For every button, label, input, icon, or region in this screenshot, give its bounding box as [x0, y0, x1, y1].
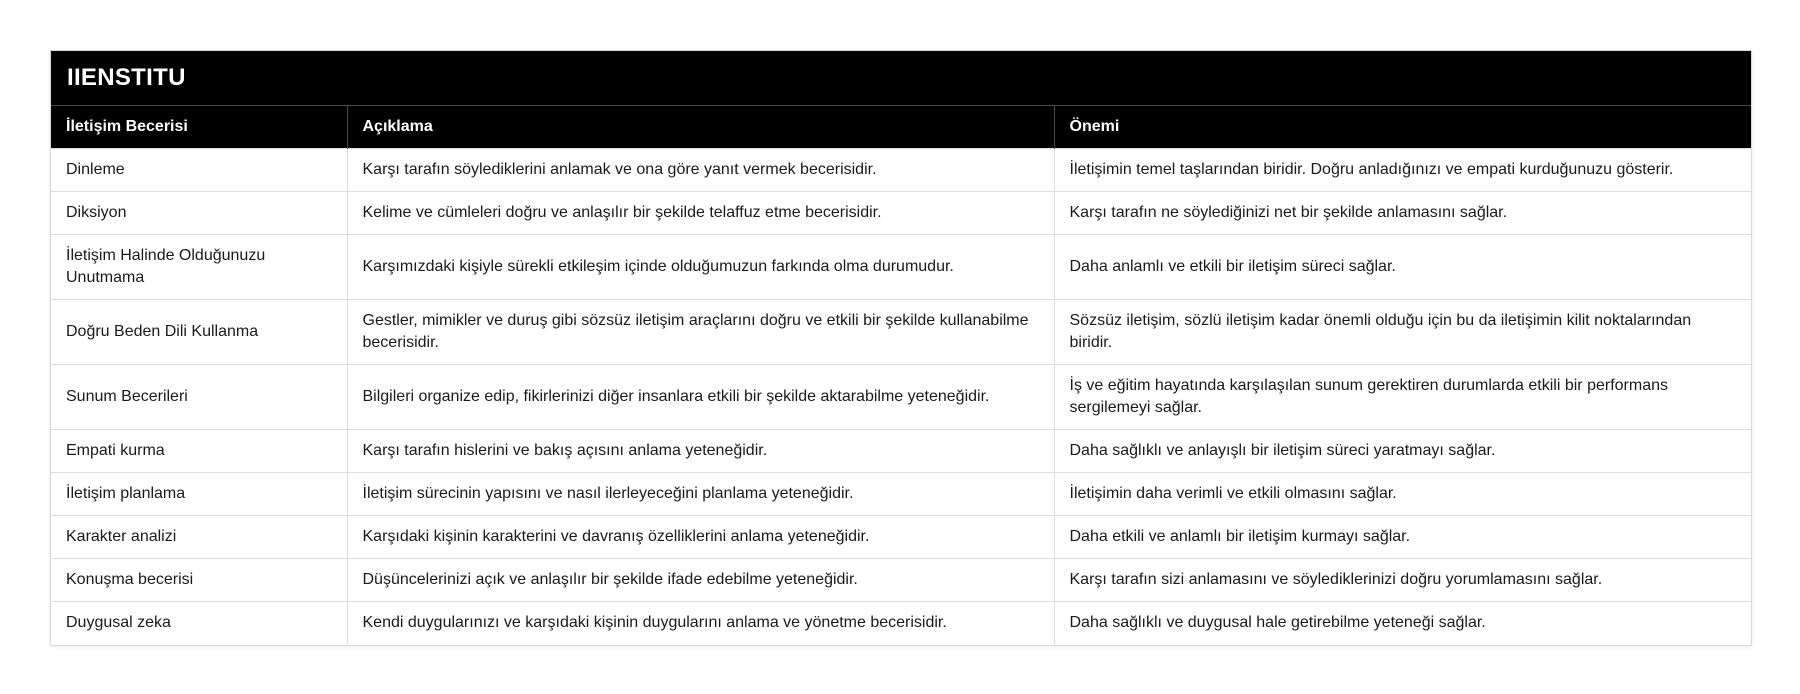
- cell-skill: İletişim planlama: [51, 473, 347, 516]
- skills-table-card: [50, 50, 1752, 646]
- cell-description: Kendi duygularınızı ve karşıdaki kişinin duygularını anlama ve yönetme becerisidir.: [347, 602, 1054, 645]
- header-row: [51, 106, 1751, 149]
- cell-importance: Daha etkili ve anlamlı bir iletişim kurmayı sağlar.: [1054, 516, 1751, 559]
- table-row: [51, 559, 1751, 602]
- column-header-description: Açıklama: [347, 106, 1054, 149]
- table-row: [51, 473, 1751, 516]
- cell-description: İletişim sürecinin yapısını ve nasıl ilerleyeceğini planlama yeteneğidir.: [347, 473, 1054, 516]
- column-header-importance: Önemi: [1054, 106, 1751, 149]
- cell-description: Karşımızdaki kişiyle sürekli etkileşim içinde olduğumuzun farkında olma durumudur.: [347, 235, 1054, 300]
- cell-skill: Duygusal zeka: [51, 602, 347, 645]
- skills-table: [51, 105, 1751, 645]
- table-row: [51, 149, 1751, 192]
- cell-importance: Daha sağlıklı ve anlayışlı bir iletişim süreci yaratmayı sağlar.: [1054, 430, 1751, 473]
- cell-importance: Karşı tarafın sizi anlamasını ve söylediklerinizi doğru yorumlamasını sağlar.: [1054, 559, 1751, 602]
- cell-skill: Dinleme: [51, 149, 347, 192]
- cell-description: Karşı tarafın söylediklerini anlamak ve ona göre yanıt vermek becerisidir.: [347, 149, 1054, 192]
- cell-importance: Karşı tarafın ne söylediğinizi net bir şekilde anlamasını sağlar.: [1054, 192, 1751, 235]
- table-row: [51, 430, 1751, 473]
- cell-importance: Daha sağlıklı ve duygusal hale getirebilme yeteneği sağlar.: [1054, 602, 1751, 645]
- cell-skill: Diksiyon: [51, 192, 347, 235]
- cell-description: Gestler, mimikler ve duruş gibi sözsüz iletişim araçlarını doğru ve etkili bir şekilde kullanabilme becerisidir.: [347, 300, 1054, 365]
- cell-skill: Doğru Beden Dili Kullanma: [51, 300, 347, 365]
- cell-skill: Empati kurma: [51, 430, 347, 473]
- cell-description: Karşı tarafın hislerini ve bakış açısını anlama yeteneğidir.: [347, 430, 1054, 473]
- table-row: [51, 602, 1751, 645]
- cell-description: Karşıdaki kişinin karakterini ve davranış özelliklerini anlama yeteneğidir.: [347, 516, 1054, 559]
- cell-skill: Karakter analizi: [51, 516, 347, 559]
- table-row: [51, 300, 1751, 365]
- table-row: [51, 192, 1751, 235]
- brand-title: IIENSTITU: [51, 51, 1751, 105]
- cell-description: Kelime ve cümleleri doğru ve anlaşılır bir şekilde telaffuz etme becerisidir.: [347, 192, 1054, 235]
- cell-importance: İletişimin daha verimli ve etkili olmasını sağlar.: [1054, 473, 1751, 516]
- table-row: [51, 516, 1751, 559]
- table-row: [51, 365, 1751, 430]
- column-header-skill: İletişim Becerisi: [51, 106, 347, 149]
- table-row: [51, 235, 1751, 300]
- cell-importance: İletişimin temel taşlarından biridir. Doğru anladığınızı ve empati kurduğunuzu gösterir.: [1054, 149, 1751, 192]
- table-body: [51, 149, 1751, 645]
- cell-skill: Sunum Becerileri: [51, 365, 347, 430]
- cell-description: Düşüncelerinizi açık ve anlaşılır bir şekilde ifade edebilme yeteneğidir.: [347, 559, 1054, 602]
- table-header: [51, 106, 1751, 149]
- cell-importance: İş ve eğitim hayatında karşılaşılan sunum gerektiren durumlarda etkili bir performans sergilemeyi sağlar.: [1054, 365, 1751, 430]
- cell-skill: Konuşma becerisi: [51, 559, 347, 602]
- cell-importance: Sözsüz iletişim, sözlü iletişim kadar önemli olduğu için bu da iletişimin kilit noktalarından biridir.: [1054, 300, 1751, 365]
- cell-description: Bilgileri organize edip, fikirlerinizi diğer insanlara etkili bir şekilde aktarabilme yeteneğidir.: [347, 365, 1054, 430]
- cell-skill: İletişim Halinde Olduğunuzu Unutmama: [51, 235, 347, 300]
- cell-importance: Daha anlamlı ve etkili bir iletişim süreci sağlar.: [1054, 235, 1751, 300]
